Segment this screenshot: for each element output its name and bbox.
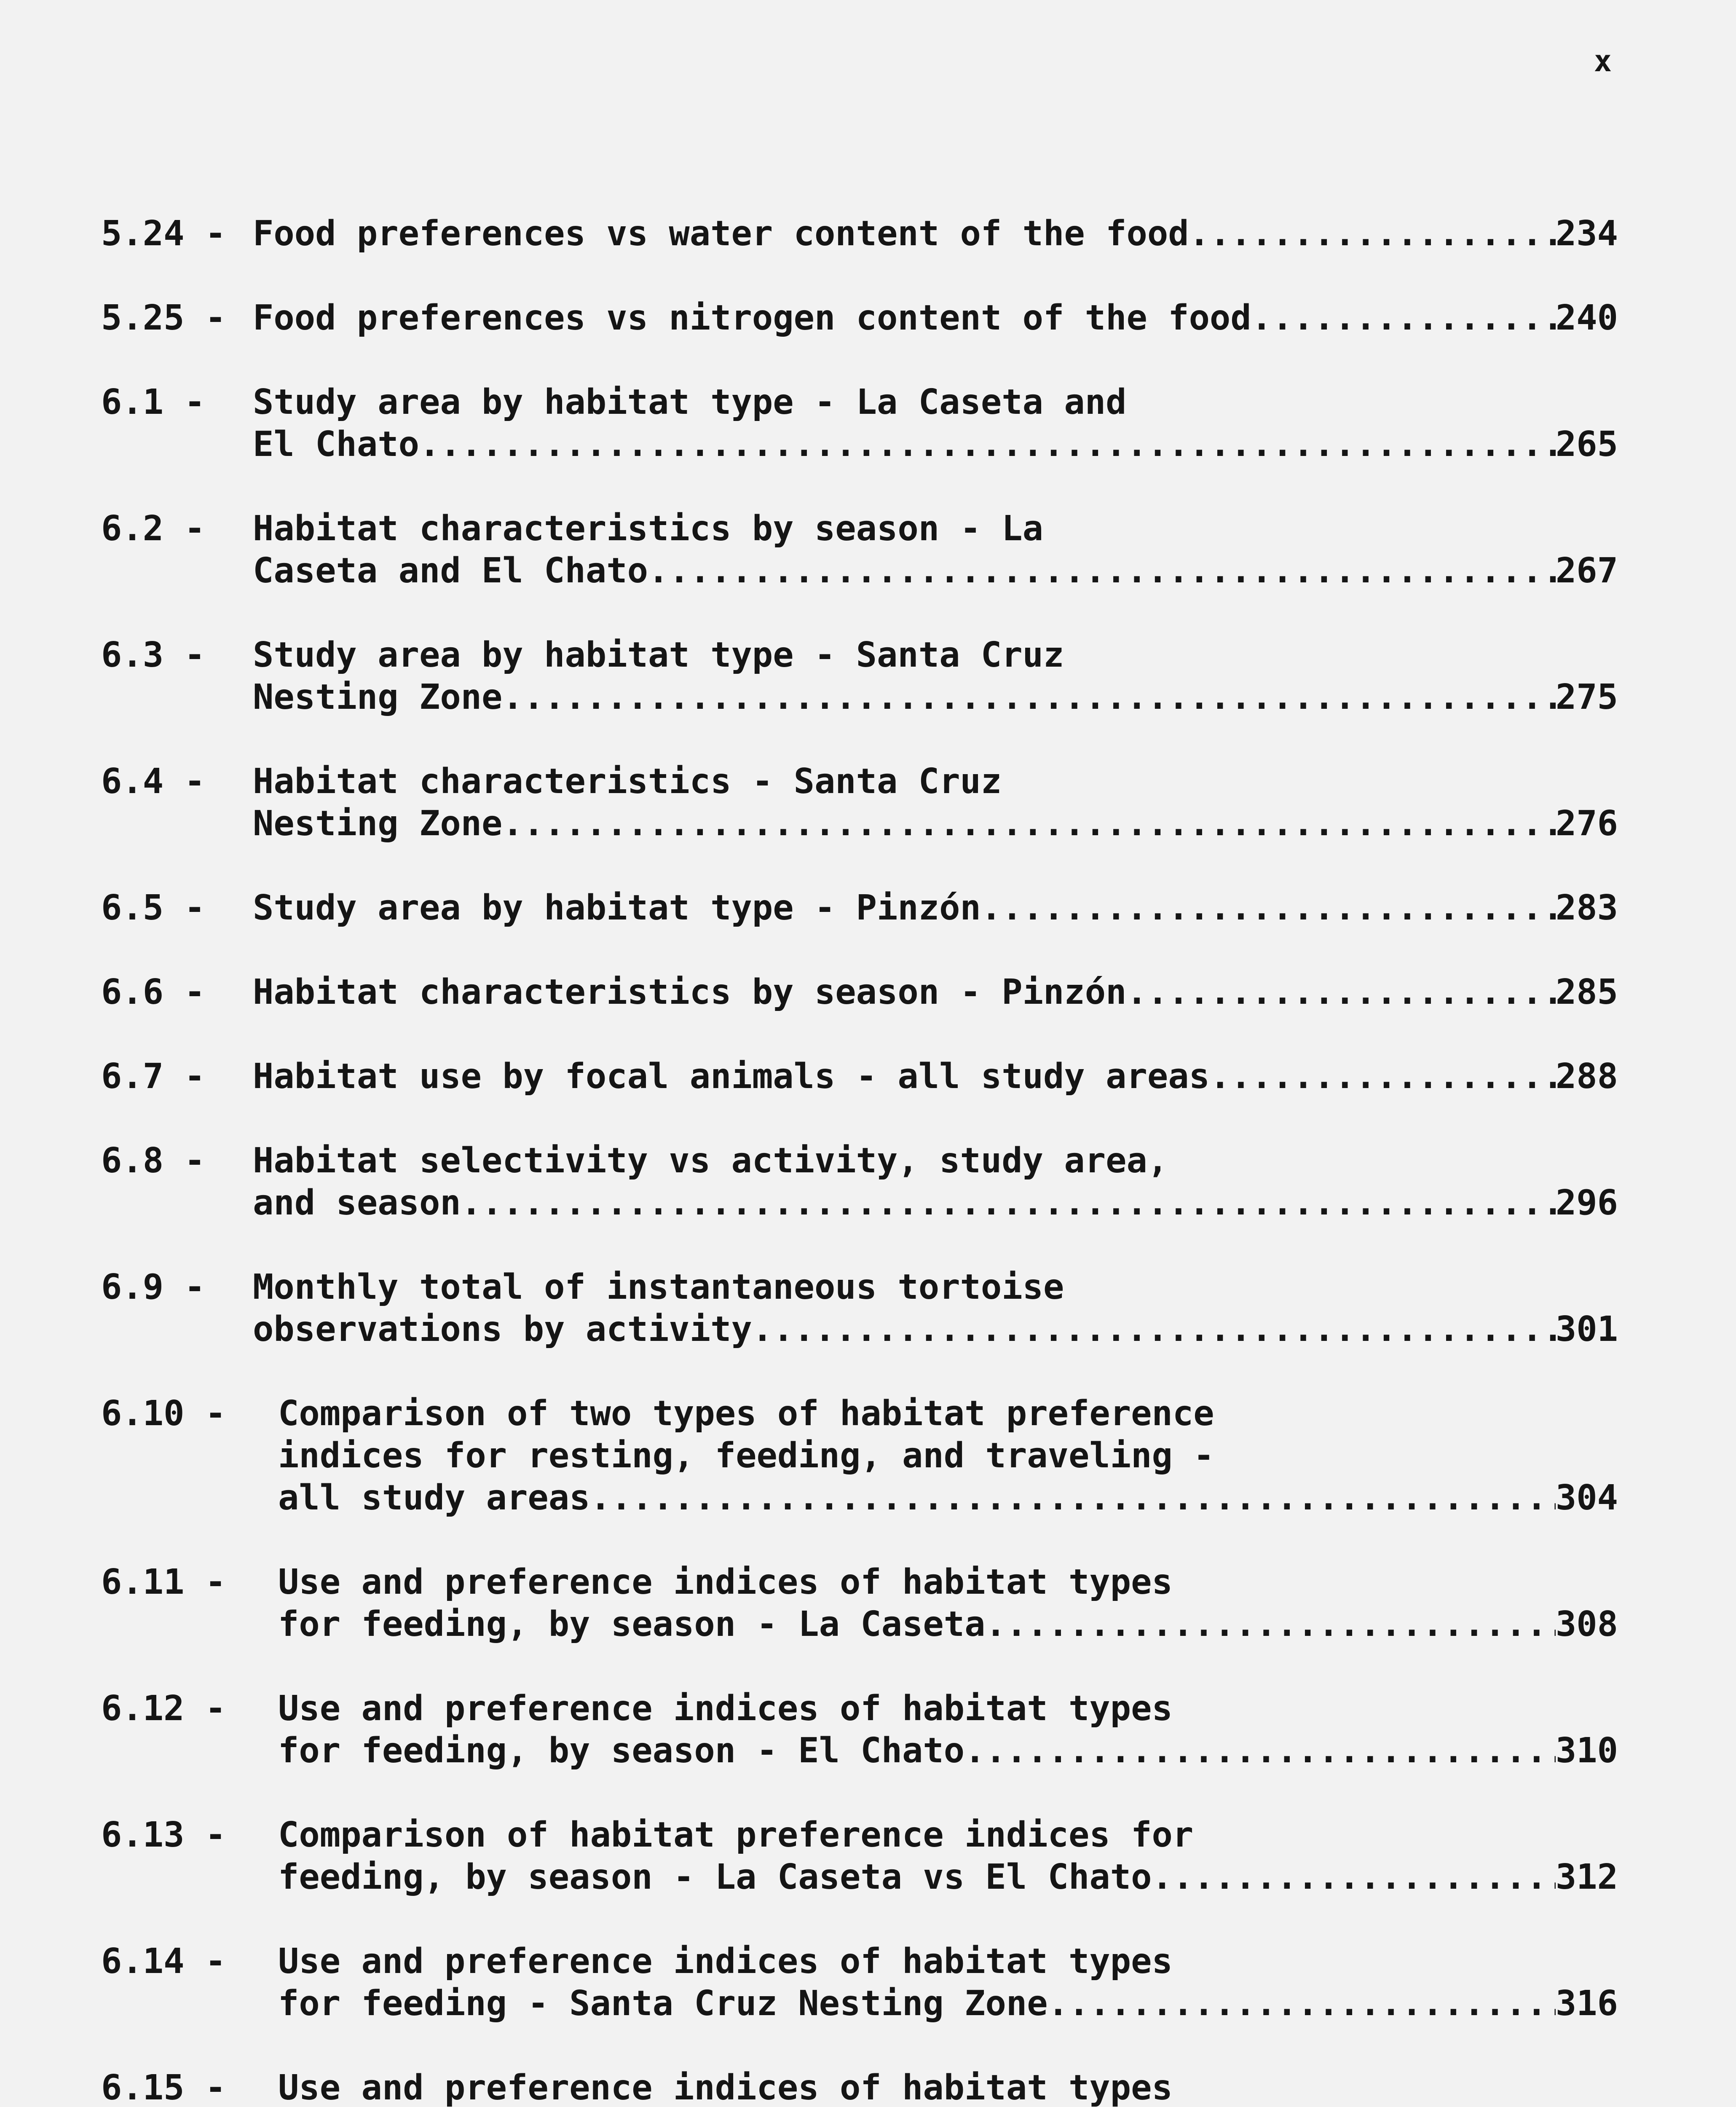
entry-title: and season	[253, 1183, 461, 1223]
entry-title: Food preferences vs nitrogen content of the food	[253, 298, 1251, 338]
toc-entry	[101, 1561, 1618, 1646]
toc-entry	[101, 1941, 1618, 2025]
toc-entry	[101, 971, 1618, 1013]
dot-leader	[648, 550, 1556, 592]
entry-title-first-line: Study area by habitat type - La Caseta and	[253, 382, 1127, 422]
entry-page-number: 240	[1555, 298, 1618, 338]
entry-title: Nesting Zone	[253, 677, 503, 717]
dot-leader	[419, 424, 1556, 466]
dot-leader	[1189, 213, 1556, 255]
entry-title-first-line: Monthly total of instantaneous tortoise	[253, 1267, 1064, 1307]
toc-entry	[101, 297, 1618, 339]
toc-entry	[101, 1056, 1618, 1098]
entry-title: observations by activity	[253, 1309, 752, 1349]
entry-page-number: 308	[1555, 1604, 1618, 1644]
entry-number: 6.8 -	[101, 1141, 205, 1181]
entry-page-number: 304	[1555, 1478, 1618, 1518]
entry-number: 6.5 -	[101, 888, 205, 928]
table-of-contents-list	[101, 213, 1618, 2107]
entry-page-number: 288	[1555, 1056, 1618, 1096]
toc-entry	[101, 381, 1618, 466]
entry-page-number: 316	[1555, 1984, 1618, 2024]
entry-title-first-line: Comparison of habitat preference indices for	[278, 1815, 1194, 1855]
toc-entry	[101, 508, 1618, 592]
entry-number: 6.14 -	[101, 1941, 226, 1981]
dot-leader	[1152, 1856, 1555, 1898]
entry-title: feeding, by season - La Caseta vs El Chato	[278, 1857, 1152, 1897]
entry-title: Food preferences vs water content of the food	[253, 214, 1189, 254]
entry-title-first-line: Use and preference indices of habitat types	[278, 1689, 1173, 1729]
dot-leader	[590, 1477, 1556, 1519]
toc-entry	[101, 1393, 1618, 1519]
entry-title: Caseta and El Chato	[253, 551, 648, 591]
entry-title: Study area by habitat type - Pinzón	[253, 888, 981, 928]
entry-title: El Chato	[253, 424, 419, 464]
entry-title-first-line: Habitat characteristics - Santa Cruz	[253, 761, 1002, 802]
toc-entry	[101, 887, 1618, 929]
dot-leader	[1126, 971, 1555, 1013]
entry-page-number: 276	[1555, 804, 1618, 844]
entry-number: 6.15 -	[101, 2068, 226, 2107]
entry-number: 6.2 -	[101, 509, 205, 549]
entry-number: 6.9 -	[101, 1267, 205, 1307]
entry-number: 6.12 -	[101, 1689, 226, 1729]
entry-title-first-line: Use and preference indices of habitat types	[278, 1941, 1173, 1981]
dot-leader	[502, 803, 1555, 845]
entry-number: 6.1 -	[101, 382, 205, 422]
toc-entry	[101, 1140, 1618, 1224]
entry-page-number: 296	[1555, 1183, 1618, 1223]
toc-entry	[101, 761, 1618, 845]
entry-page-number: 301	[1555, 1309, 1618, 1349]
entry-number: 6.11 -	[101, 1562, 226, 1602]
entry-title-first-line: Study area by habitat type - Santa Cruz	[253, 635, 1064, 675]
dot-leader	[461, 1182, 1556, 1224]
dot-leader	[1048, 1983, 1556, 2025]
entry-number: 5.25 -	[101, 298, 226, 338]
toc-entry	[101, 1814, 1618, 1898]
entry-number: 6.6 -	[101, 972, 205, 1012]
dot-leader	[964, 1730, 1556, 1772]
entry-title: Habitat use by focal animals - all study areas	[253, 1056, 1210, 1096]
entry-title: for feeding, by season - La Caseta	[278, 1604, 986, 1644]
entry-number: 5.24 -	[101, 214, 226, 254]
entry-page-number: 265	[1555, 424, 1618, 464]
entry-title: Habitat characteristics by season - Pinzón	[253, 972, 1127, 1012]
toc-entry	[101, 1688, 1618, 1772]
entry-page-number: 275	[1555, 677, 1618, 717]
dot-leader	[981, 887, 1556, 929]
entry-title-first-line: Use and preference indices of habitat types	[278, 2068, 1173, 2107]
entry-number: 6.7 -	[101, 1056, 205, 1096]
entry-title-first-lines: Comparison of two types of habitat preference indices for resting, feeding, and traveling -	[278, 1394, 1214, 1476]
entry-title: for feeding - Santa Cruz Nesting Zone	[278, 1984, 1048, 2024]
entry-page-number: 285	[1555, 972, 1618, 1012]
toc-entry	[101, 2067, 1618, 2107]
entry-page-number: 234	[1555, 214, 1618, 254]
dot-leader	[1210, 1056, 1556, 1098]
dot-leader	[986, 1603, 1556, 1646]
entry-number: 6.3 -	[101, 635, 205, 675]
page-number: x	[1594, 44, 1612, 78]
dot-leader	[752, 1308, 1556, 1351]
entry-title: Nesting Zone	[253, 804, 503, 844]
entry-page-number: 310	[1555, 1731, 1618, 1771]
entry-page-number: 283	[1555, 888, 1618, 928]
toc-entry	[101, 213, 1618, 255]
dot-leader	[1251, 297, 1556, 339]
entry-title: for feeding, by season - El Chato	[278, 1731, 965, 1771]
entry-title-first-line: Habitat characteristics by season - La	[253, 509, 1043, 549]
entry-title-first-line: Habitat selectivity vs activity, study area,	[253, 1141, 1168, 1181]
entry-number: 6.4 -	[101, 761, 205, 802]
entry-page-number: 312	[1555, 1857, 1618, 1897]
dot-leader	[502, 676, 1555, 718]
entry-page-number: 267	[1555, 551, 1618, 591]
toc-entry	[101, 1266, 1618, 1351]
entry-number: 6.10 -	[101, 1394, 226, 1434]
entry-title: all study areas	[278, 1478, 590, 1518]
entry-number: 6.13 -	[101, 1815, 226, 1855]
entry-title-first-line: Use and preference indices of habitat types	[278, 1562, 1173, 1602]
toc-entry	[101, 634, 1618, 718]
